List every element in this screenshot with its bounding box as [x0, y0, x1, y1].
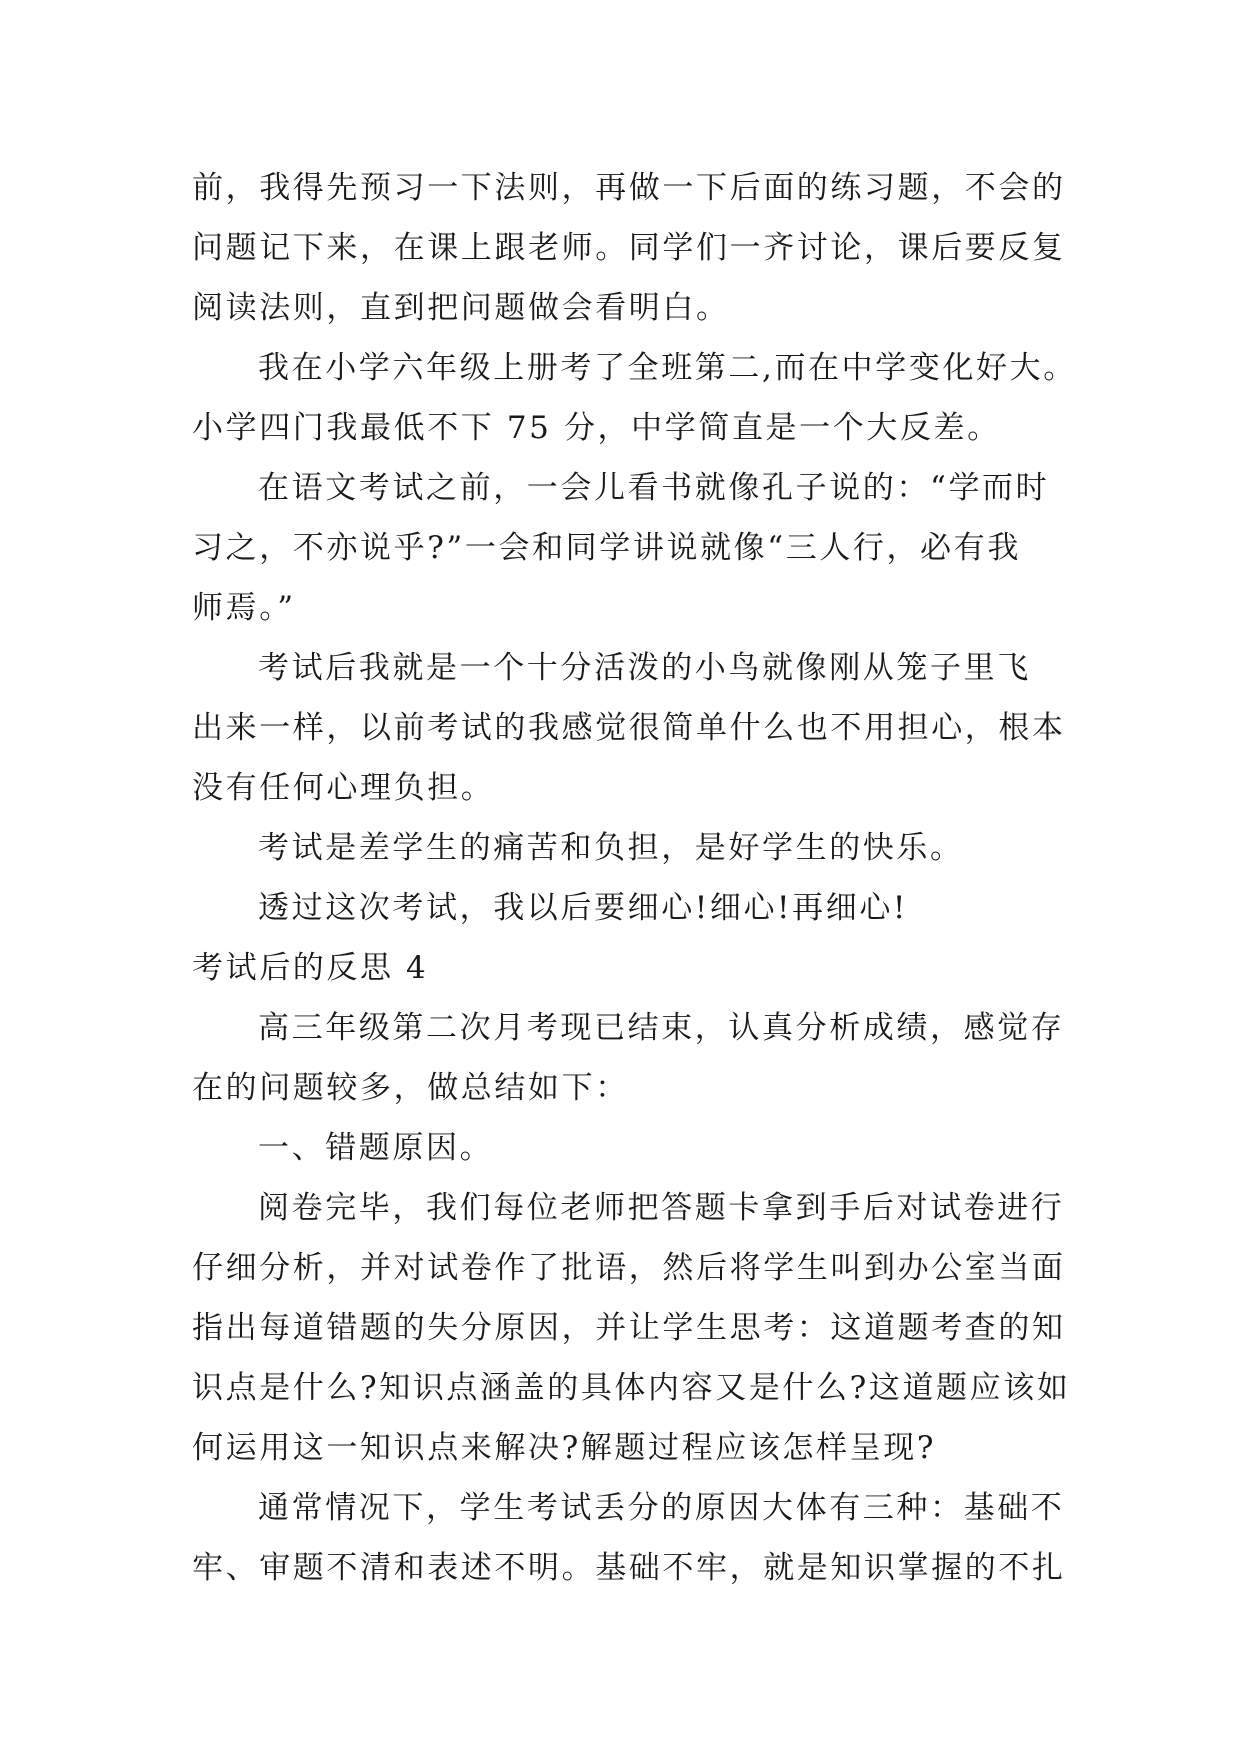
- text-line-20: 指出每道错题的失分原因，并让学生思考：这道题考查的知: [192, 1310, 1066, 1346]
- section-heading: 考试后的反思 4: [192, 950, 429, 986]
- text-line-10: 出来一样，以前考试的我感觉很简单什么也不用担心，根本: [192, 710, 1066, 746]
- text-line-13: 透过这次考试，我以后要细心!细心!再细心!: [258, 890, 908, 926]
- text-line-7: 习之，不亦说乎?”一会和同学讲说就像“三人行，必有我: [192, 530, 1021, 566]
- text-line-8: 师焉。”: [192, 590, 296, 626]
- text-line-16: 在的问题较多，做总结如下：: [192, 1070, 629, 1106]
- document-body: [192, 158, 1077, 1598]
- text-line-17: 一、错题原因。: [258, 1130, 494, 1166]
- text-line-5: 小学四门我最低不下 75 分，中学简直是一个大反差。: [192, 410, 1001, 446]
- text-line-11: 没有任何心理负担。: [192, 770, 495, 806]
- text-line-4: 我在小学六年级上册考了全班第二,而在中学变化好大。: [258, 350, 1077, 386]
- text-line-23: 通常情况下，学生考试丢分的原因大体有三种：基础不: [258, 1490, 1065, 1526]
- text-line-3: 阅读法则，直到把问题做会看明白。: [192, 290, 730, 326]
- text-line-2: 问题记下来，在课上跟老师。同学们一齐讨论，课后要反复: [192, 230, 1066, 266]
- text-line-18: 阅卷完毕，我们每位老师把答题卡拿到手后对试卷进行: [258, 1190, 1065, 1226]
- text-line-6: 在语文考试之前，一会儿看书就像孔子说的：“学而时: [258, 470, 1050, 506]
- text-line-12: 考试是差学生的痛苦和负担，是好学生的快乐。: [258, 830, 964, 866]
- text-line-19: 仔细分析，并对试卷作了批语，然后将学生叫到办公室当面: [192, 1250, 1066, 1286]
- text-line-24: 牢、审题不清和表述不明。基础不牢，就是知识掌握的不扎: [192, 1550, 1066, 1586]
- text-line-1: 前，我得先预习一下法则，再做一下后面的练习题，不会的: [192, 170, 1066, 206]
- text-line-21: 识点是什么?知识点涵盖的具体内容又是什么?这道题应该如: [192, 1370, 1071, 1406]
- text-line-22: 何运用这一知识点来解决?解题过程应该怎样呈现?: [192, 1430, 937, 1466]
- text-line-15: 高三年级第二次月考现已结束，认真分析成绩，感觉存: [258, 1010, 1065, 1046]
- text-line-9: 考试后我就是一个十分活泼的小鸟就像刚从笼子里飞: [258, 650, 1031, 686]
